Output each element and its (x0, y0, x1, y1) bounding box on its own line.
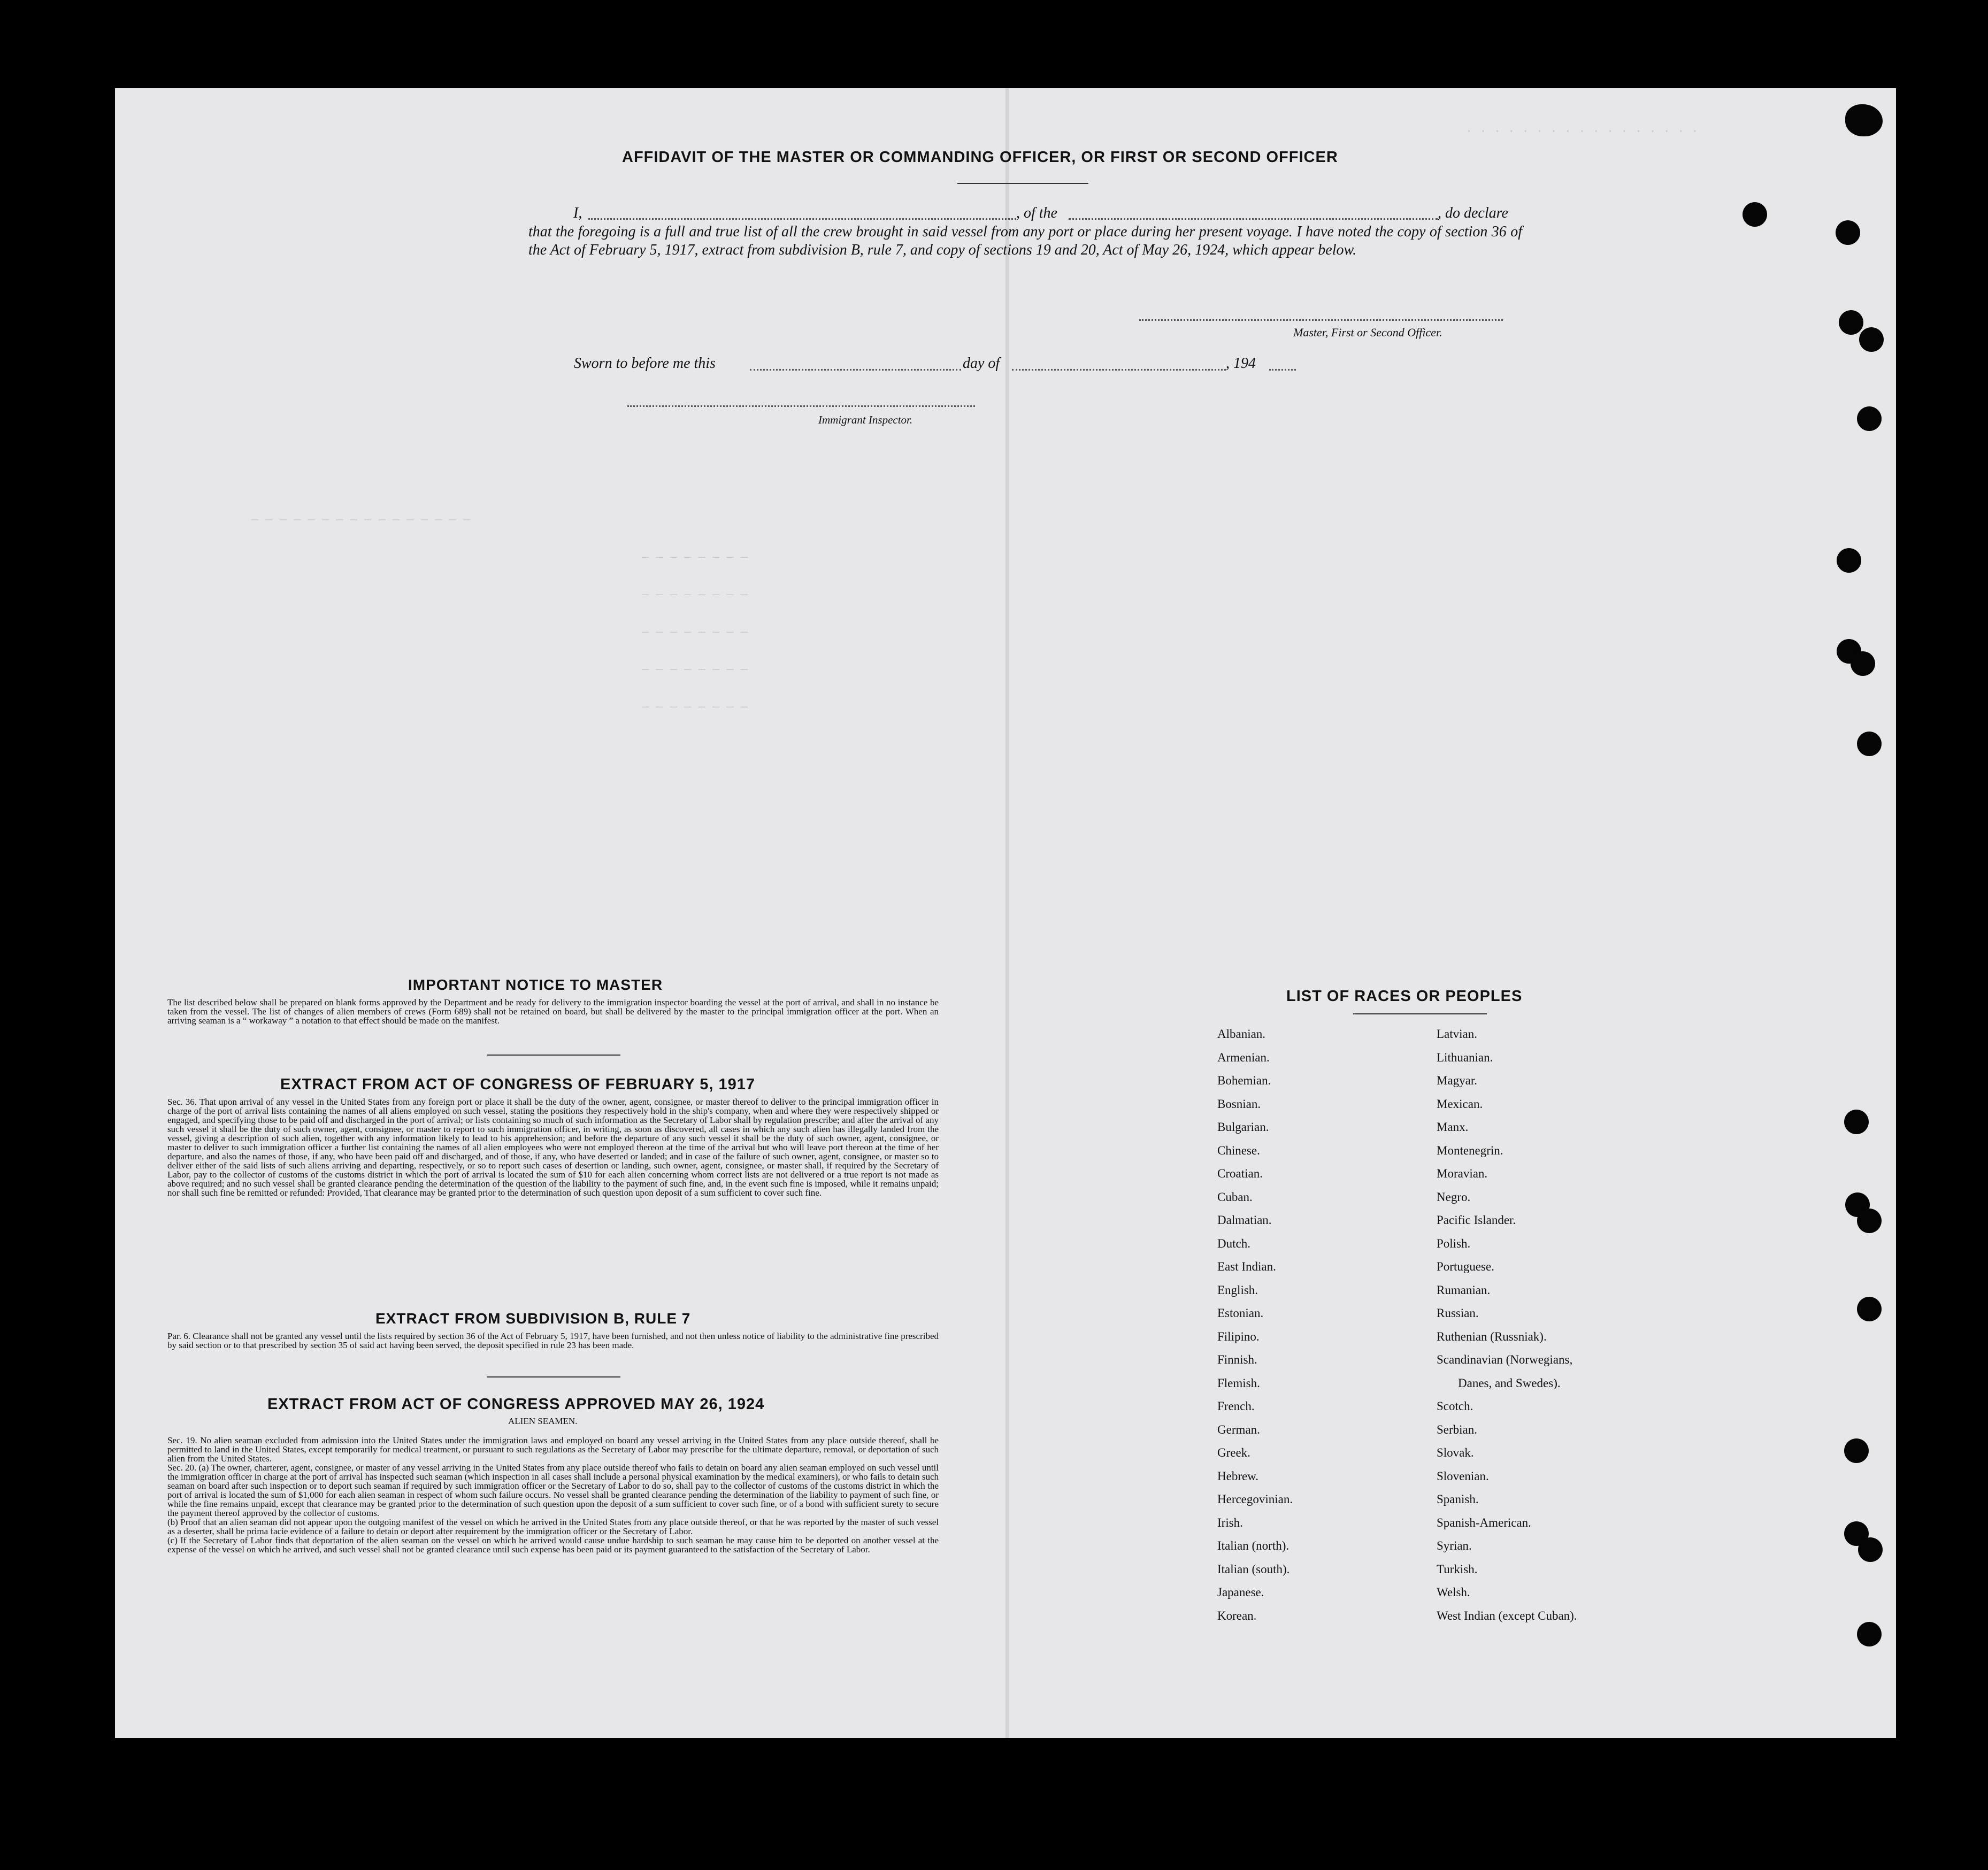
punch-hole (1857, 1297, 1882, 1321)
sworn-day-field-line[interactable] (750, 369, 961, 371)
punch-hole (1857, 732, 1882, 756)
extract-1924-subtitle: ALIEN SEAMEN. (508, 1416, 578, 1426)
race-item: Ruthenian (Russniak). (1437, 1329, 1547, 1343)
race-item: Italian (south). (1217, 1562, 1290, 1576)
race-item: East Indian. (1217, 1260, 1276, 1273)
extract-1924-title: EXTRACT FROM ACT OF CONGRESS APPROVED MAY 26, 1924 (267, 1396, 765, 1413)
divider (487, 1376, 620, 1378)
extract-rule7-title: EXTRACT FROM SUBDIVISION B, RULE 7 (375, 1310, 691, 1327)
race-item: Chinese. (1217, 1143, 1260, 1157)
race-item: Magyar. (1437, 1074, 1478, 1087)
affidavit-i: I, (573, 205, 582, 221)
inspector-label: Immigrant Inspector. (818, 413, 913, 426)
race-item: Russian. (1437, 1306, 1479, 1320)
punch-hole (1851, 651, 1875, 676)
race-item: Italian (north). (1217, 1539, 1289, 1552)
race-item: Rumanian. (1437, 1283, 1491, 1297)
section-19: Sec. 19. No alien seaman excluded from admission into the United States under the immigration laws and employed on board any vessel arriving in the United States from any place outside thereof, shall be permitted to land in the United States, except temporarily for medical treatment, or pursuant to such regulations as the Secretary of Labor may prescribe for the ultimate departure, removal, or deportation of such alien from the United States. (167, 1435, 939, 1464)
torn-corner (1845, 104, 1883, 136)
race-item: Syrian. (1437, 1539, 1472, 1552)
race-item: Mexican. (1437, 1097, 1483, 1111)
bleed-through-text: — — — — — — — — (642, 626, 748, 639)
extract-rule7-body: Par. 6. Clearance shall not be granted any vessel until the lists required by section 36 of the Act of February 5, 1917, have been furnished, and not then unless notice of liability to the administrative fine prescribed by said section or to that prescribed by section 35 of said act having been served, the deposit specified in rule 23 has been made. (167, 1331, 939, 1350)
affidavit-body: that the foregoing is a full and true list of all the crew brought in said vessel from any port or place during her present voyage. I have noted the copy of section 36 of the Act of February 5, 1917, extract from subdivision B, rule 7, and copy of sections 19 and 20, Act of May 26, 1924, which appear below. (528, 224, 1522, 258)
punch-hole (1857, 1622, 1882, 1646)
race-item: Estonian. (1217, 1306, 1264, 1320)
race-item: Turkish. (1437, 1562, 1478, 1576)
punch-hole (1836, 220, 1860, 245)
punch-hole (1844, 1110, 1869, 1134)
race-item: Moravian. (1437, 1167, 1488, 1180)
race-item: Bohemian. (1217, 1074, 1271, 1087)
page-fold (1005, 88, 1009, 1738)
sworn-year: , 194 (1226, 355, 1256, 372)
race-item: Dutch. (1217, 1236, 1250, 1250)
divider (487, 1055, 620, 1056)
race-item: Hercegovinian. (1217, 1492, 1293, 1506)
race-item: Armenian. (1217, 1050, 1270, 1064)
section-20c: (c) If the Secretary of Labor finds that deportation of the alien seaman on the vessel on which he arrived would cause undue hardship to such seaman he may cause him to be deported on another vessel at the expense of the vessel on which he arrived, and such vessel shall not be granted clearance until such expense has been paid or its payment guaranteed to the satisfaction of the Secretary of Labor. (167, 1535, 939, 1555)
race-item: Spanish-American. (1437, 1515, 1531, 1529)
race-item: Korean. (1217, 1609, 1257, 1622)
race-item: Flemish. (1217, 1376, 1260, 1390)
race-item: Danes, and Swedes). (1458, 1376, 1561, 1390)
section-20b: (b) Proof that an alien seaman did not appear upon the outgoing manifest of the vessel on which he arrived in the United States from any place outside thereof, or that he was reported by the master of such vessel as a deserter, shall be prima facie evidence of a failure to detain or deport after requirement by the immigration officer or the Secretary of Labor. (167, 1517, 939, 1536)
race-item: Albanian. (1217, 1027, 1266, 1041)
punch-hole (1857, 406, 1882, 431)
bleed-through-text: — — — — — — — — (642, 663, 748, 676)
affidavit-title: AFFIDAVIT OF THE MASTER OR COMMANDING OFFICER, OR FIRST OR SECOND OFFICER (622, 149, 1338, 166)
vessel-field-line[interactable] (1069, 218, 1438, 220)
race-item: Portuguese. (1437, 1260, 1494, 1273)
extract-1917-title: EXTRACT FROM ACT OF CONGRESS OF FEBRUARY 5, 1917 (280, 1076, 756, 1093)
notice-body: The list described below shall be prepared on blank forms approved by the Department and be ready for delivery to the immigration inspector boarding the vessel at the port of arrival, and shall in no instance be taken from the vessel. The list of changes of alien members of crews (Form 689) shall not be retained on board, but shall be delivered by the master to the principal immigration officer at the port. When an arriving seaman is a “ workaway ” a notation to that effect should be made on the manifest. (167, 997, 939, 1026)
races-column-2 (1437, 1022, 1577, 1627)
race-item: Greek. (1217, 1446, 1250, 1459)
race-item: Irish. (1217, 1515, 1243, 1529)
extract-1924-body (167, 1436, 939, 1554)
bleed-through-text: · · · · · · · · · · · · · · · · · (1465, 124, 1699, 137)
race-item: Welsh. (1437, 1586, 1470, 1599)
punch-hole (1857, 1209, 1882, 1233)
race-item: German. (1217, 1422, 1260, 1436)
master-signature-label: Master, First or Second Officer. (1293, 326, 1442, 339)
race-item: Lithuanian. (1437, 1050, 1493, 1064)
sworn-month-field-line[interactable] (1012, 369, 1226, 371)
punch-hole (1839, 310, 1863, 335)
punch-hole (1743, 202, 1767, 227)
title-underline (957, 183, 1088, 184)
race-item: Polish. (1437, 1236, 1471, 1250)
races-column-1 (1217, 1022, 1293, 1627)
race-item: Croatian. (1217, 1167, 1263, 1180)
race-item: Pacific Islander. (1437, 1213, 1516, 1227)
affidavit-of-the: , of the (1016, 205, 1057, 221)
race-item: Scotch. (1437, 1399, 1473, 1413)
race-item: Slovak. (1437, 1446, 1474, 1459)
sworn-day-of: day of (963, 355, 1000, 372)
race-item: Japanese. (1217, 1586, 1264, 1599)
bleed-through-text: — — — — — — — — (642, 588, 748, 602)
race-item: English. (1217, 1283, 1258, 1297)
race-item: Bulgarian. (1217, 1120, 1269, 1134)
name-field-line[interactable] (588, 218, 1016, 220)
races-title: LIST OF RACES OR PEOPLES (1286, 988, 1523, 1005)
race-item: Filipino. (1217, 1329, 1260, 1343)
race-item: Montenegrin. (1437, 1143, 1503, 1157)
master-signature-line[interactable] (1139, 319, 1503, 321)
punch-hole (1858, 1537, 1883, 1562)
race-item: Spanish. (1437, 1492, 1479, 1506)
race-item: Slovenian. (1437, 1469, 1489, 1483)
race-item: Latvian. (1437, 1027, 1477, 1041)
sworn-year-field-line[interactable] (1269, 369, 1296, 371)
bleed-through-text: — — — — — — — — (642, 551, 748, 564)
bleed-through-text: — — — — — — — — (642, 701, 748, 714)
races-underline (1353, 1013, 1487, 1014)
race-item: Bosnian. (1217, 1097, 1261, 1111)
race-item: French. (1217, 1399, 1255, 1413)
race-item: Manx. (1437, 1120, 1469, 1134)
race-item: Negro. (1437, 1190, 1471, 1204)
punch-hole (1837, 548, 1861, 573)
race-item: Serbian. (1437, 1422, 1478, 1436)
inspector-signature-line[interactable] (627, 405, 975, 407)
race-item: Dalmatian. (1217, 1213, 1272, 1227)
punch-hole (1844, 1438, 1869, 1463)
bleed-through-text: — — — — — — — — — — — — — — — — (251, 513, 471, 527)
race-item: Cuban. (1217, 1190, 1253, 1204)
affidavit-do-declare: , do declare (1438, 205, 1508, 221)
race-item: Hebrew. (1217, 1469, 1259, 1483)
race-item: Scandinavian (Norwegians, (1437, 1353, 1573, 1366)
punch-hole (1859, 327, 1884, 352)
notice-title: IMPORTANT NOTICE TO MASTER (408, 976, 663, 993)
extract-1917-body: Sec. 36. That upon arrival of any vessel in the United States from any foreign port or place it shall be the duty of the owner, agent, consignee, or master thereof to deliver to the principal immigration officer in charge of the port of arrival lists containing the names of all aliens employed on such vessel, stating the positions they respectively hold in the ship's company, when and where they were respectively shipped or engaged, and specifying those to be paid off and discharged in the port of arrival; or lists containing so much of such information as the Secretary of Labor shall by regulation prescribe; and after the arrival of any such vessel it shall be the duty of such owner, agent, consignee, or master to report to such immigration officer, in writing, as soon as discovered, all cases in which any such alien has illegally landed from the vessel, giving a description of such alien, together with any information likely to lead to his apprehension; and before the departure of any such vessel it shall be the duty of such owner, agent, consignee, or master to deliver to such immigration officer a further list containing the names of all alien employees who were not employed thereon at the time of the arrival but who will leave port thereon at the time of her departure, and also the names of those, if any, who have been paid off and discharged, and of those, if any, who have deserted or landed; and in case of the failure of such owner, agent, consignee, or master so to deliver either of the said lists of such aliens arriving and departing, respectively, or so to report such cases of desertion or landing, such owner, agent, consignee, or master shall, if required by the Secretary of Labor, pay to the collector of customs of the customs district in which the port of arrival is located the sum of $10 for each alien concerning whom correct lists are not delivered or a true report is not made as above required; and no such vessel shall be granted clearance pending the determination of the question of the liability to the payment of such fine, and, in the event such fine is imposed, while it remains unpaid; nor shall such fine be remitted or refunded: Provided, That clearance may be granted prior to the determination of such question upon deposit of a sum sufficient to cover such fine. (167, 1097, 939, 1198)
race-item: West Indian (except Cuban). (1437, 1609, 1577, 1622)
section-20a: Sec. 20. (a) The owner, charterer, agent, consignee, or master of any vessel arriving in the United States from any place outside thereof who fails to detain on board any alien seaman employed on such vessel until the immigration officer in charge at the port of arrival has inspected such seaman (which inspection in all cases shall include a personal physical examination by the medical examiners), or who fails to detain such seaman on board after such inspection or to deport such seaman if required by such immigration officer or the Secretary of Labor to do so, shall pay to the collector of customs of the customs district in which the port of arrival is located the sum of $1,000 for each alien seaman in respect of whom such failure occurs. No vessel shall be granted clearance pending the determination of the liability to payment of such fine, or while the fine remains unpaid, except that clearance may be granted prior to the determination of such question upon the deposit of a sum sufficient to cover such fine, or of a bond with sufficient surety to secure the payment thereof approved by the collector of customs. (167, 1463, 939, 1518)
race-item: Finnish. (1217, 1353, 1257, 1366)
sworn-prefix: Sworn to before me this (574, 355, 716, 372)
